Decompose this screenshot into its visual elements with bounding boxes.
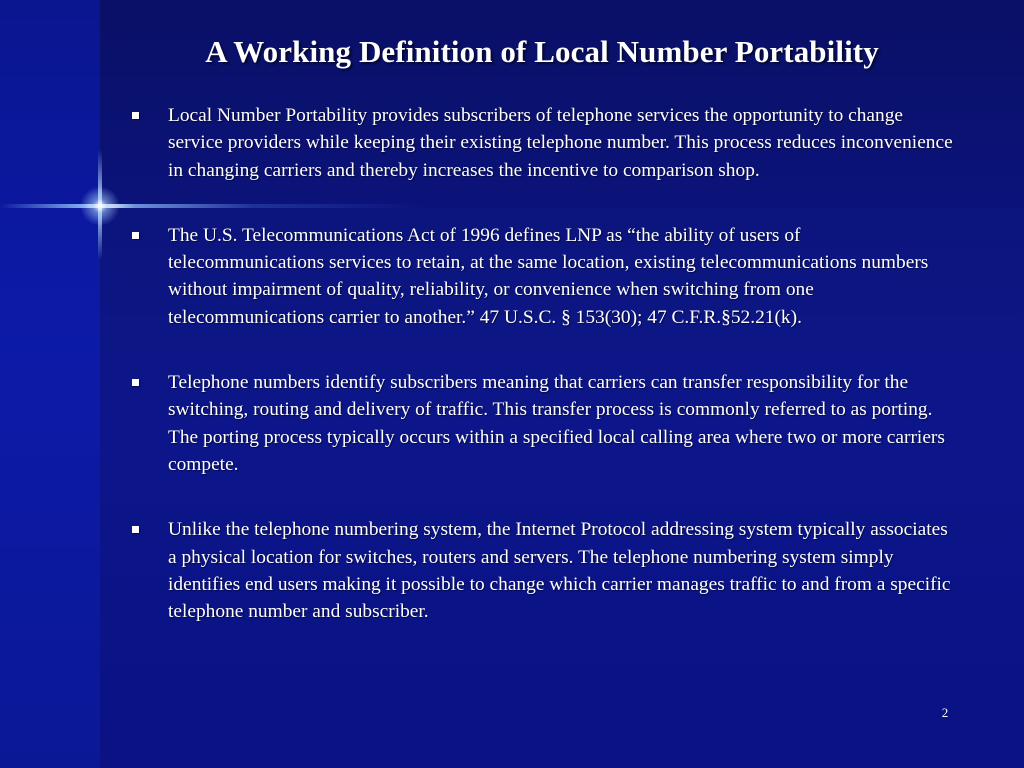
bullet-text: Unlike the telephone numbering system, the Internet Protocol addressing system typically associates a physical location for switches, routers and servers. The telephone numbering system simply identifies end users making it possible to change which carrier manages traffic to and from a specific telephone number and subscriber. (168, 519, 951, 623)
light-flare-glow (80, 186, 120, 226)
slide-title: A Working Definition of Local Number Portability (205, 34, 879, 69)
square-bullet-icon (132, 379, 139, 386)
bullet-text: Telephone numbers identify subscribers meaning that carriers can transfer responsibility for the switching, routing and delivery of traffic. This transfer process is commonly referred to as porting. The porting process typically occurs within a specified local calling area where two or more carriers compete. (168, 372, 945, 475)
bullet-item (128, 516, 958, 625)
bullet-item (128, 222, 958, 331)
left-band-decoration (0, 0, 100, 768)
bullet-text: Local Number Portability provides subscribers of telephone services the opportunity to change service providers while keeping their existing telephone number. This process reduces inconvenience in changing carriers and thereby increases the incentive to comparison shop. (168, 105, 953, 181)
square-bullet-icon (132, 112, 139, 119)
bullet-item (128, 102, 958, 184)
bullet-text: The U.S. Telecommunications Act of 1996 defines LNP as “the ability of users of telecommunications services to retain, at the same location, existing telecommunications numbers without impairment of quality, reliability, or convenience when switching from one telecommunications carrier to another.” 47 U.S.C. § 153(30); 47 C.F.R.§52.21(k). (168, 224, 929, 328)
page-number: 2 (941, 705, 949, 720)
bullet-item (128, 369, 958, 478)
bullet-list (128, 102, 958, 663)
square-bullet-icon (132, 232, 139, 239)
square-bullet-icon (132, 526, 139, 533)
